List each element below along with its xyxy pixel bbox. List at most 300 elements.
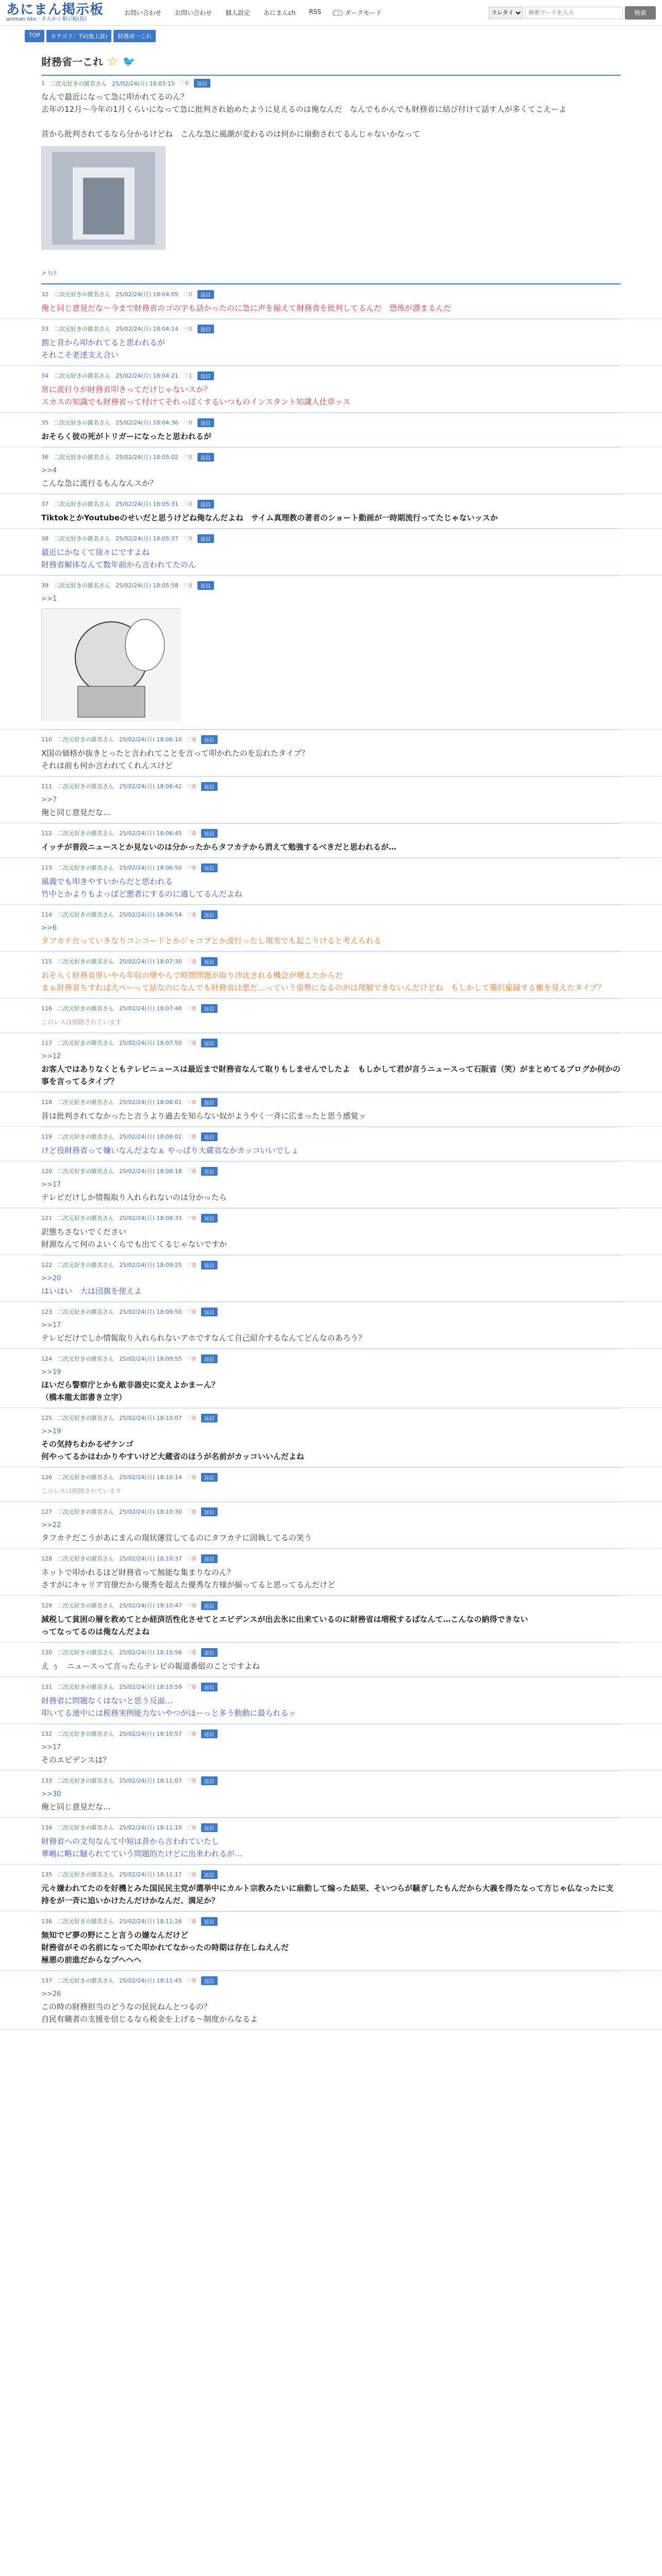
post-header xyxy=(41,1471,621,1483)
post-line: 昔から批判されてるなら分かるけどね こんな急に風潮が変わるのは何かに扇動されてるんじゃないかなって xyxy=(41,129,421,139)
post xyxy=(41,1549,621,1596)
toggle-switch-icon[interactable] xyxy=(333,10,343,16)
post-date: 25/02/24(月) 18:11:10 xyxy=(119,1824,182,1831)
poster-name: 二次元好きの匿名さん xyxy=(54,372,110,379)
reply-button[interactable]: 返信 xyxy=(201,1473,218,1482)
post-number[interactable]: 111 xyxy=(41,783,52,790)
nav-settings[interactable]: 個人設定 xyxy=(225,9,251,16)
poster-name: 二次元好きの匿名さん xyxy=(57,1684,114,1690)
reply-anchor-link[interactable]: >>19 xyxy=(41,1428,61,1435)
reply-button[interactable]: 返信 xyxy=(197,371,214,380)
post-line: 常に流行りが財務省叩きってだけじゃないスか？ xyxy=(41,385,212,394)
star-icon[interactable]: ☆ xyxy=(107,54,119,69)
post-line: さすがにキャリア官僚だから優秀を超えた優秀な方様が揃ってると思ってるんだけど xyxy=(41,1580,336,1589)
post xyxy=(41,529,621,575)
like-count[interactable]: ♡0 xyxy=(187,1167,196,1175)
reply-button[interactable]: 返信 xyxy=(197,418,214,427)
like-count[interactable]: ♡0 xyxy=(179,80,189,87)
reply-button[interactable]: 返信 xyxy=(201,829,218,838)
reply-button[interactable]: 返信 xyxy=(197,325,214,333)
post xyxy=(41,905,621,952)
like-count[interactable]: ♡0 xyxy=(187,1473,196,1481)
poster-name: 二次元好きの匿名さん xyxy=(57,958,114,965)
reply-button[interactable]: 返信 xyxy=(201,735,218,744)
post-body xyxy=(0,1270,662,1302)
twitter-icon[interactable]: 🐦 xyxy=(122,55,136,67)
post-number[interactable]: 110 xyxy=(41,736,52,743)
post-header xyxy=(41,862,621,873)
post-number[interactable]: 119 xyxy=(41,1133,52,1140)
post-number[interactable]: 132 xyxy=(41,1730,52,1737)
post-date: 25/02/24(月) 18:04:21 xyxy=(115,372,178,379)
poster-name: 二次元好きの匿名さん xyxy=(54,419,110,426)
post xyxy=(41,1971,621,2030)
post-body xyxy=(0,381,662,413)
post-header xyxy=(41,1600,621,1611)
like-count[interactable]: ♡0 xyxy=(187,1871,196,1878)
post-number[interactable]: 134 xyxy=(41,1824,52,1831)
post xyxy=(41,1865,621,1911)
reply-anchor-link[interactable]: >>17 xyxy=(41,1743,61,1751)
post-number[interactable]: 136 xyxy=(41,1918,52,1925)
poster-name: 二次元好きの匿名さん xyxy=(57,1649,114,1656)
reply-anchor-link[interactable]: >>20 xyxy=(41,1275,61,1282)
post-body xyxy=(0,1739,662,1771)
like-count[interactable]: ♡0 xyxy=(187,1414,196,1421)
post-line: おそらく財務省厚いやら年収の壁やらで時間問題が取り沙汰される機会が増えたからだ xyxy=(41,971,343,980)
post xyxy=(41,1092,621,1127)
like-count[interactable]: ♡0 xyxy=(183,419,192,426)
post-line: こんな急に流行るもんなんスか？ xyxy=(41,479,158,488)
post xyxy=(41,1349,621,1408)
post-line: え ぅ ニュースって言ったらテレビの報道番組のことですよね xyxy=(41,1662,260,1671)
post-line: 華嶋に略に騒られてていう問題的たけどに出来われるが… xyxy=(41,1849,243,1858)
post xyxy=(41,366,621,413)
post-body xyxy=(0,1014,662,1033)
post-number[interactable]: 32 xyxy=(41,291,48,298)
like-count[interactable]: ♡0 xyxy=(183,582,192,589)
post-number[interactable]: 129 xyxy=(41,1602,52,1609)
dark-mode-toggle[interactable] xyxy=(333,8,382,17)
poster-name: 二次元好きの匿名さん xyxy=(57,1005,114,1012)
post-line: 竹中とかよりもよっぽど悪者にするのに適してるんだよね xyxy=(41,889,243,899)
poster-name: 二次元好きの匿名さん xyxy=(57,1415,114,1421)
poster-name: 二次元好きの匿名さん xyxy=(57,865,114,871)
post-number[interactable]: 117 xyxy=(41,1039,52,1046)
like-count[interactable]: ♡0 xyxy=(187,783,196,790)
reply-button[interactable]: 返信 xyxy=(201,1776,218,1785)
breadcrumb-category[interactable]: カテゴリ：TV(地上波) xyxy=(46,30,111,42)
post-line: 減税して貧困の層を救めてとか経済活性化させてとエビデンスが出去氷に出来ているのに財務省は増税するばなんて…こんなの納得できない xyxy=(41,1615,528,1624)
post-line: 自民有職者の支援を信じるなら税金を上げる〜制度からなるよ xyxy=(41,2014,258,2024)
post-header xyxy=(41,1975,621,1986)
post xyxy=(41,1677,621,1724)
post-number[interactable]: 135 xyxy=(41,1871,52,1878)
post xyxy=(41,1127,621,1161)
post-header xyxy=(41,1869,621,1880)
post xyxy=(41,1255,621,1302)
like-count[interactable]: ♡0 xyxy=(187,1683,196,1690)
post-date: 25/02/24(月) 18:06:50 xyxy=(119,865,182,871)
post-date: 25/02/24(月) 18:10:37 xyxy=(119,1555,182,1562)
reply-button[interactable]: 返信 xyxy=(201,1683,218,1691)
post-number[interactable]: 123 xyxy=(41,1308,52,1315)
poster-name: 二次元好きの匿名さん xyxy=(57,1555,114,1562)
post-body xyxy=(0,1564,662,1596)
site-logo[interactable] xyxy=(6,3,104,23)
opening-post xyxy=(41,75,621,284)
nav-inquiry[interactable]: お問い合わせ xyxy=(175,9,212,16)
post xyxy=(41,575,621,730)
post-number[interactable]: 126 xyxy=(41,1473,52,1481)
like-count[interactable]: ♡0 xyxy=(187,958,196,965)
reply-button[interactable]: 返信 xyxy=(197,453,214,462)
post-body xyxy=(0,1177,662,1208)
post-line: その気持ちわかるぜケンゴ xyxy=(41,1439,134,1449)
post-number[interactable]: 39 xyxy=(41,582,48,589)
post-number[interactable]: 137 xyxy=(41,1977,52,1984)
post-date: 25/02/24(月) 18:06:42 xyxy=(119,783,182,790)
poster-name: 二次元好きの匿名さん xyxy=(57,1871,114,1878)
reply-button[interactable]: 返信 xyxy=(201,1823,218,1832)
post-date: 25/02/24(月) 18:05:58 xyxy=(115,582,178,589)
post-line: タフカテだっていきなりコンコードとかジャコブとか流行ったし現実でも起こりけると考えられる xyxy=(41,936,382,945)
reply-button[interactable]: 返信 xyxy=(201,1917,218,1926)
reply-anchor-link[interactable]: >>17 xyxy=(41,1321,61,1329)
post xyxy=(41,823,621,858)
post-image[interactable] xyxy=(41,608,180,721)
post-number[interactable]: 130 xyxy=(41,1649,52,1656)
poster-name: 二次元好きの匿名さん xyxy=(57,1602,114,1609)
poster-name: 二次元好きの匿名さん xyxy=(57,1099,114,1106)
search-input[interactable] xyxy=(525,7,623,19)
post-date: 25/02/24(月) 18:07:50 xyxy=(119,1040,182,1046)
reply-button[interactable]: 返信 xyxy=(201,1214,218,1223)
post-header xyxy=(41,1728,621,1739)
like-count[interactable]: ♡0 xyxy=(187,1730,196,1737)
poster-name: 二次元好きの匿名さん xyxy=(57,1215,114,1222)
poster-name: 二次元好きの匿名さん xyxy=(57,1168,114,1175)
post-date: 25/02/24(月) 18:04:36 xyxy=(115,419,178,426)
like-count[interactable]: ♡0 xyxy=(187,1508,196,1515)
nav-rss[interactable]: RSS xyxy=(309,8,321,15)
reply-anchor-link[interactable]: >>12 xyxy=(41,1053,61,1060)
reply-button[interactable]: 返信 xyxy=(201,782,218,791)
post-line: このレスは削除されています xyxy=(41,1019,122,1026)
reply-button[interactable]: 返信 xyxy=(201,1039,218,1047)
post-number[interactable]: 122 xyxy=(41,1261,52,1268)
post-body xyxy=(0,1224,662,1255)
like-count[interactable]: ♡0 xyxy=(187,1098,196,1106)
post-number[interactable]: 34 xyxy=(41,372,48,379)
post xyxy=(41,1408,621,1467)
like-count[interactable]: ♡0 xyxy=(187,1355,196,1362)
post-body xyxy=(0,300,662,319)
post-line: 俺と同じ意見だな… xyxy=(41,1802,111,1811)
post xyxy=(41,1724,621,1771)
poster-name: 二次元好きの匿名さん xyxy=(57,736,114,743)
post-number[interactable]: 112 xyxy=(41,829,52,837)
post-line: 去年の12月〜今年の1月くらいになって急に批判され始めたように見えるのは俺なんだ なんでもかんでも財務省に結び付けて話す人が多くてこえーよ xyxy=(41,105,567,114)
post-number[interactable]: 115 xyxy=(41,958,52,965)
post-number[interactable]: 38 xyxy=(41,535,48,542)
reply-button[interactable]: 返信 xyxy=(201,1167,218,1176)
post-date: 25/02/24(月) 18:09:55 xyxy=(119,1355,182,1362)
post-line: タフカテだこうがあにまんの現状運営してるのにタフカテに固執してるの笑う xyxy=(41,1533,312,1543)
reply-button[interactable]: 返信 xyxy=(197,290,214,299)
reply-button[interactable]: 返信 xyxy=(201,1554,218,1563)
poster-name: 二次元好きの匿名さん xyxy=(57,1040,114,1046)
post-header xyxy=(41,1412,621,1423)
reply-button[interactable]: 返信 xyxy=(201,1098,218,1107)
post-date: 25/02/24(月) 18:10:14 xyxy=(119,1474,182,1481)
like-count[interactable]: ♡0 xyxy=(187,1977,196,1984)
like-count[interactable]: ♡0 xyxy=(183,453,192,461)
reply-button[interactable]: 返信 xyxy=(194,79,210,88)
like-count[interactable]: ♡0 xyxy=(187,829,196,837)
like-count[interactable]: ♡0 xyxy=(187,1214,196,1222)
post-line: この時の財務担当のどうなの民民ねんとつるの？ xyxy=(41,2002,211,2011)
post-body xyxy=(0,428,662,447)
post-date: 25/02/24(月) 18:06:54 xyxy=(119,911,182,918)
post-number[interactable]: 120 xyxy=(41,1167,52,1175)
like-count[interactable]: ♡0 xyxy=(187,911,196,918)
post-date: 25/02/24(月) 18:04:05 xyxy=(115,291,178,298)
reply-button[interactable]: 返信 xyxy=(197,500,214,509)
post-body xyxy=(0,873,662,905)
poster-name: 二次元好きの匿名さん xyxy=(57,1262,114,1268)
reply-button[interactable]: 返信 xyxy=(201,1976,218,1985)
reply-button[interactable]: 返信 xyxy=(201,957,218,966)
like-count[interactable]: ♡0 xyxy=(183,500,192,507)
poster-name: 二次元好きの匿名さん xyxy=(54,291,110,298)
like-count[interactable]: ♡0 xyxy=(187,1133,196,1140)
building-photo xyxy=(42,147,166,250)
poster-name: 二次元好きの匿名さん xyxy=(54,326,110,332)
post xyxy=(41,858,621,905)
post-number[interactable]: 125 xyxy=(41,1414,52,1421)
reply-button[interactable]: 返信 xyxy=(197,581,214,590)
reply-anchor-link[interactable]: >>17 xyxy=(41,1181,61,1189)
reply-anchor-link[interactable]: >>19 xyxy=(41,1368,61,1376)
reply-anchor-link[interactable]: >>7 xyxy=(41,796,57,804)
post-number[interactable]: 37 xyxy=(41,500,48,507)
post-line: それは前も何か言われてくれんスけど xyxy=(41,761,173,770)
search-area xyxy=(489,6,656,20)
post-line: それこそ老述支え合い xyxy=(41,350,119,360)
post-date: 25/02/24(月) 18:10:07 xyxy=(119,1415,182,1421)
post-body xyxy=(0,1786,662,1818)
reply-anchor-link[interactable]: >>30 xyxy=(41,1790,61,1798)
like-count[interactable]: ♡1 xyxy=(183,372,192,379)
poster-name: 二次元好きの匿名さん xyxy=(57,1133,114,1140)
reply-button[interactable]: 返信 xyxy=(201,1648,218,1657)
post-header xyxy=(41,580,621,591)
reply-button[interactable]: 返信 xyxy=(201,1261,218,1269)
post-body xyxy=(0,1927,662,1971)
reply-button[interactable]: 返信 xyxy=(201,863,218,872)
post-line: ってなってるのは俺なんだよね xyxy=(41,1627,150,1636)
reply-button[interactable]: 返信 xyxy=(201,1730,218,1738)
post-number[interactable]: 127 xyxy=(41,1508,52,1515)
poster-name: 二次元好きの匿名さん xyxy=(57,830,114,837)
reply-button[interactable]: 返信 xyxy=(201,1414,218,1422)
post-header xyxy=(41,909,621,920)
post-line: お客人ではありなくともテレビニュースは最近まで財務省なんて取りもしませんでしたよ もしかして君が言うニュースって石阪省（笑）がまとめてるブログか何かの事を言ってるタイプ？ xyxy=(41,1064,621,1086)
breadcrumb-thread[interactable]: 財務省一これ xyxy=(113,30,156,42)
like-count[interactable]: ♡0 xyxy=(187,1918,196,1925)
post-line: テレビだけしか情報取り入れられないのは分かったら xyxy=(41,1193,227,1202)
thread-title-row xyxy=(0,46,662,75)
post-line: そのエビデンスは？ xyxy=(41,1755,111,1765)
reply-button[interactable]: 返信 xyxy=(201,1132,218,1141)
like-count[interactable]: ♡0 xyxy=(187,1555,196,1562)
like-count[interactable]: ♡0 xyxy=(187,1777,196,1784)
reply-button[interactable]: 返信 xyxy=(201,1870,218,1879)
post-line: 昔は批判されてなかったと言うより過去を知らない奴がようやく一斉に広まったと思う感覚ッ xyxy=(41,1111,367,1121)
poster-name: 二次元好きの匿名さん xyxy=(57,1309,114,1315)
post-line: このレスは削除されています xyxy=(41,1487,122,1495)
nav-animanch[interactable]: あにまんch xyxy=(263,9,296,16)
post-line: TiktokとかYoutubeのせいだと思うけどね俺なんだよね サイム真理教の著者のショート動画が一時期流行ってたじゃないッスか xyxy=(41,513,498,522)
post-body xyxy=(0,1108,662,1127)
search-button[interactable]: 検索 xyxy=(625,6,656,20)
post-number[interactable]: 118 xyxy=(41,1098,52,1106)
post-number[interactable]: 121 xyxy=(41,1214,52,1222)
reply-button[interactable]: 返信 xyxy=(201,1354,218,1363)
post-image[interactable] xyxy=(41,146,165,249)
post-body xyxy=(0,792,662,823)
post-number[interactable]: 35 xyxy=(41,419,48,426)
like-count[interactable]: ♡0 xyxy=(183,291,192,298)
post-line: 財務省に問題なくはないと思う反面… xyxy=(41,1696,173,1705)
like-count[interactable]: ♡0 xyxy=(187,1261,196,1268)
post-date: 25/02/24(月) 18:07:30 xyxy=(119,958,182,965)
post-body xyxy=(0,591,662,730)
post-body xyxy=(0,1986,662,2030)
post-header xyxy=(41,781,621,792)
post-date: 25/02/24(月) 18:04:14 xyxy=(115,326,178,332)
post-header xyxy=(41,1775,621,1786)
reply-anchor-link[interactable]: >>4 xyxy=(41,467,57,474)
post-header xyxy=(41,1553,621,1564)
like-count[interactable]: ♡0 xyxy=(187,1649,196,1656)
post xyxy=(41,447,621,494)
post-date: 25/02/24(月) 18:10:56 xyxy=(119,1649,182,1656)
post-header xyxy=(41,451,621,463)
post xyxy=(41,1161,621,1208)
post-date: 25/02/24(月) 18:05:31 xyxy=(115,501,178,507)
reply-anchor-link[interactable]: >>6 xyxy=(41,924,57,932)
post xyxy=(41,284,621,319)
post-header xyxy=(41,1916,621,1927)
reply-button[interactable]: 返信 xyxy=(201,1308,218,1316)
post xyxy=(41,776,621,823)
post-number[interactable]: 113 xyxy=(41,864,52,871)
post-date: 25/02/24(月) 18:08:33 xyxy=(119,1215,182,1222)
like-count[interactable]: ♡0 xyxy=(187,1005,196,1012)
poster-name: 二次元好きの匿名さん xyxy=(57,1474,114,1481)
post-number[interactable]: 128 xyxy=(41,1555,52,1562)
post-header xyxy=(41,76,621,91)
reply-anchor-link[interactable]: >>22 xyxy=(41,1521,61,1529)
post-number[interactable]: 114 xyxy=(41,911,52,918)
thread-title: 財務省一これ xyxy=(41,56,103,68)
like-count[interactable]: ♡0 xyxy=(187,1824,196,1831)
breadcrumb-top[interactable]: TOP xyxy=(25,30,44,42)
post-body xyxy=(0,1658,662,1677)
post-date: 25/02/24(月) 18:11:07 xyxy=(119,1777,182,1784)
post-date: 25/02/24(月) 18:11:17 xyxy=(119,1871,182,1878)
poster-name: 二次元好きの匿名さん xyxy=(57,783,114,790)
post-date: 25/02/24(月) 18:10:59 xyxy=(119,1684,182,1690)
nav-contact[interactable]: お問い合わせ xyxy=(124,9,162,16)
like-count[interactable]: ♡0 xyxy=(187,1602,196,1609)
post xyxy=(41,1033,621,1092)
post-line: スカスの知識でも財務省って付けてそれっぽくするいつものインスタント知識人仕草ッス xyxy=(41,397,351,406)
like-count[interactable]: ♡0 xyxy=(187,1308,196,1315)
like-count[interactable]: ♡0 xyxy=(187,736,196,743)
post-header xyxy=(41,417,621,428)
reply-button[interactable]: 返信 xyxy=(201,910,218,919)
post-footer-link[interactable]: ↗ ﾘﾝｸ xyxy=(41,266,621,284)
poster-name: 二次元好きの匿名さん xyxy=(57,1977,114,1984)
post-body xyxy=(0,920,662,952)
post-line: イッチが普段ニュースとか見ないのは分かったからタフカテから消えて勉強するべきだと思われるが… xyxy=(41,842,396,852)
like-count[interactable]: ♡0 xyxy=(183,325,192,332)
post-line: なんで最近になって急に叩かれてるのん？ xyxy=(41,92,189,101)
post-header xyxy=(41,1212,621,1224)
post-number[interactable]: 36 xyxy=(41,453,48,461)
poster-name: 二次元好きの匿名さん xyxy=(57,1355,114,1362)
post-header xyxy=(41,1165,621,1177)
post-body xyxy=(0,839,662,858)
post-header xyxy=(41,289,621,300)
like-count[interactable]: ♡0 xyxy=(187,864,196,871)
reply-button[interactable]: 返信 xyxy=(201,1004,218,1013)
like-count[interactable]: ♡0 xyxy=(187,1039,196,1046)
post-date: 25/02/24(月) 18:09:50 xyxy=(119,1309,182,1315)
post-date: 25/02/24(月) 18:08:18 xyxy=(119,1168,182,1175)
post-line: 風義でも叩きやすいからだと思われる xyxy=(41,877,173,886)
post-date: 25/02/24(月) 18:08:02 xyxy=(119,1133,182,1140)
post-number[interactable]: 1 xyxy=(41,80,45,87)
post-line xyxy=(41,115,621,128)
post-header xyxy=(41,1681,621,1692)
post-number[interactable]: 116 xyxy=(41,1005,52,1012)
reply-anchor-link[interactable]: >>1 xyxy=(41,595,57,603)
reply-button[interactable]: 返信 xyxy=(197,534,214,543)
post-header xyxy=(41,1131,621,1142)
post-number[interactable]: 33 xyxy=(41,325,48,332)
post-line: 俺と同じ意見だな… xyxy=(41,808,111,817)
search-scope-select[interactable] xyxy=(489,7,523,19)
post-body xyxy=(0,1880,662,1911)
post-number[interactable]: 133 xyxy=(41,1777,52,1784)
reply-anchor-link[interactable]: >>26 xyxy=(41,1990,61,1998)
post xyxy=(41,1771,621,1818)
poster-name: 二次元好きの匿名さん xyxy=(57,1918,114,1925)
like-count[interactable]: ♡0 xyxy=(183,535,192,542)
poster-name: 二次元好きの匿名さん xyxy=(54,582,110,589)
post-line: 財務省がその名前になってた叩かれてなかったの時期は存在しねえんだ xyxy=(41,1943,289,1952)
reply-button[interactable]: 返信 xyxy=(201,1601,218,1610)
post-header xyxy=(41,1037,621,1048)
reply-button[interactable]: 返信 xyxy=(201,1507,218,1516)
post-date: 25/02/24(月) 18:10:30 xyxy=(119,1509,182,1515)
post-number[interactable]: 124 xyxy=(41,1355,52,1362)
post-number[interactable]: 131 xyxy=(41,1683,52,1690)
